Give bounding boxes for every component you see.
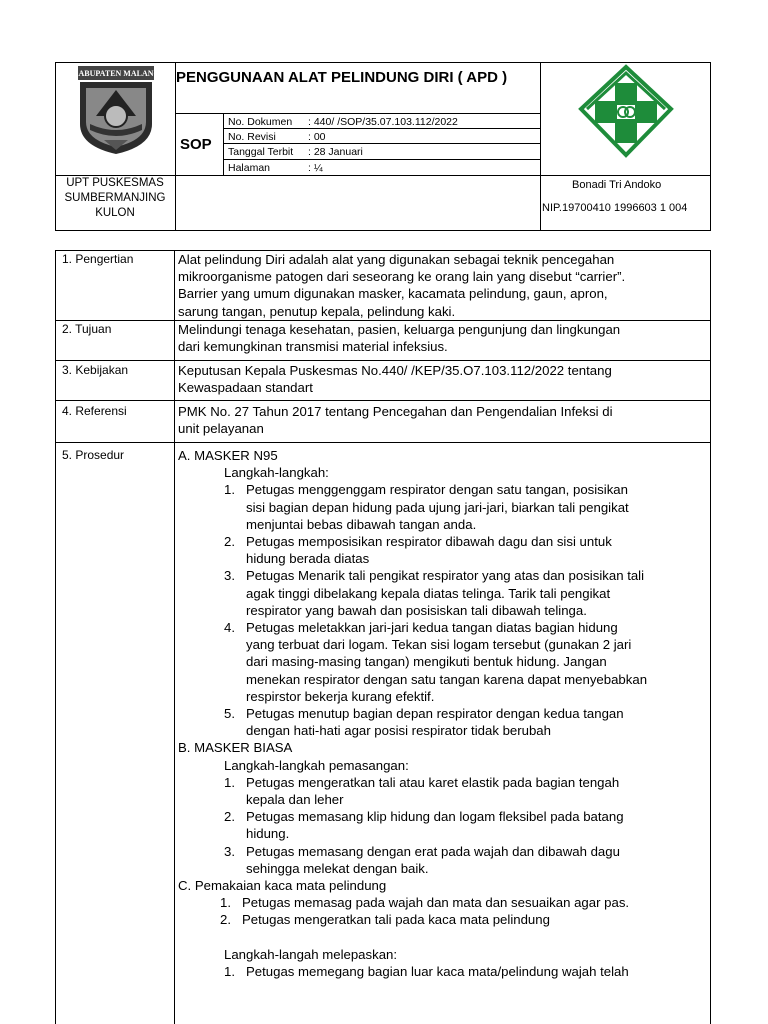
meta-label: No. Revisi xyxy=(228,131,276,143)
list-item xyxy=(178,843,708,877)
org-line: KULON xyxy=(95,207,135,219)
text-line: dari masing-masing tangan) mengikuti bentuk hidung. Jangan xyxy=(246,654,607,670)
section-body-pengertian xyxy=(178,251,625,320)
text-line: Alat pelindung Diri adalah alat yang digunakan sebagai teknik pencegahan xyxy=(178,252,615,267)
list-number: 2. xyxy=(220,912,231,928)
text-line: menjuntai bebas dibawah tangan anda. xyxy=(246,516,477,532)
subsection-subtitle: Langkah-langkah pemasangan: xyxy=(224,757,409,773)
subsection-subtitle: Langkah-langkah: xyxy=(224,465,329,481)
subsection-title: B. MASKER BIASA xyxy=(178,740,293,756)
list-number: 1. xyxy=(224,963,235,979)
logo-text: KABUPATEN MALANG xyxy=(76,69,156,78)
text-line: Petugas meletakkan jari-jari kedua tangan diatas bagian hidung xyxy=(246,619,618,635)
meta-value: : 440/ /SOP/35.07.103.112/2022 xyxy=(308,116,458,128)
section-body-tujuan xyxy=(178,321,620,355)
text-line: mikroorganisme patogen dari seseorang ke orang lain yang disebut “carrier”. xyxy=(178,269,626,285)
signer-nip: NIP.19700410 1996603 1 004 xyxy=(542,202,688,214)
section-label-tujuan: 2. Tujuan xyxy=(62,322,112,336)
list-number: 2. xyxy=(224,809,235,825)
subsection-title: A. MASKER N95 xyxy=(178,448,278,463)
list-item xyxy=(178,894,708,911)
list-number: 2. xyxy=(224,534,235,549)
section-label-kebijakan: 3. Kebijakan xyxy=(62,363,129,377)
list-number: 1. xyxy=(224,774,235,790)
text-line: Petugas Menarik tali pengikat respirator yang atas dan posisikan tali xyxy=(246,568,645,584)
text-line: Petugas menutup bagian depan respirator dengan kedua tangan xyxy=(246,705,624,721)
list-item xyxy=(178,774,708,808)
list-number: 4. xyxy=(224,619,235,635)
numbered-list xyxy=(178,774,708,877)
meta-label: Halaman xyxy=(228,162,271,174)
org-line: SUMBERMANJING xyxy=(64,192,166,204)
list-item xyxy=(178,567,708,619)
text-line: Petugas memasang dengan erat pada wajah dan dibawah dagu xyxy=(246,843,620,859)
list-number: 3. xyxy=(224,568,235,584)
section-label-pengertian: 1. Pengertian xyxy=(62,252,134,266)
text-line: menekan respirator dengan satu tangan karena dapat menyebabkan xyxy=(246,671,648,687)
text-line: agak tinggi dibelakang kepala diatas telinga. Tarik tali pengikat xyxy=(246,585,611,601)
list-item xyxy=(178,533,708,567)
section-body-prosedur xyxy=(178,447,708,980)
text-line: yang terbuat dari logam. Tekan sisi logam tersebut (gunakan 2 jari xyxy=(246,637,632,653)
text-line: respirstor bekerja kurang efektif. xyxy=(246,688,435,704)
section-body-kebijakan xyxy=(178,362,612,396)
text-line: dari kemungkinan transmisi material infeksius. xyxy=(178,339,448,355)
text-line: Petugas menggenggam respirator dengan satu tangan, posisikan xyxy=(246,482,628,498)
section-label-prosedur: 5. Prosedur xyxy=(62,448,125,462)
organization-name xyxy=(56,176,174,221)
text-line: sarung tangan, penutup kepala, pelindung kaki. xyxy=(178,303,456,319)
list-item xyxy=(178,963,708,980)
text-line: Petugas memegang bagian luar kaca mata/pelindung wajah telah xyxy=(246,963,629,979)
list-number: 5. xyxy=(224,705,235,721)
text-line: Barrier yang umum digunakan masker, kacamata pelindung, gaun, apron, xyxy=(178,286,608,302)
text-line: respirator yang bawah dan posisiskan tali dibawah telinga. xyxy=(246,602,587,618)
section-body-referensi xyxy=(178,403,613,437)
section-label-referensi: 4. Referensi xyxy=(62,404,127,418)
list-item xyxy=(178,911,708,928)
text-line: Petugas mengeratkan tali pada kaca mata pelindung xyxy=(242,912,550,928)
text-line: Petugas memasag pada wajah dan mata dan sesuaikan agar pas. xyxy=(242,895,630,911)
numbered-list xyxy=(178,481,708,739)
meta-label: Tanggal Terbit xyxy=(228,146,294,158)
list-item xyxy=(178,619,708,705)
numbered-list xyxy=(178,963,708,980)
text-line: Melindungi tenaga kesehatan, pasien, keluarga pengunjung dan lingkungan xyxy=(178,322,621,337)
sop-label: SOP xyxy=(180,136,212,153)
signer-name: Bonadi Tri Andoko xyxy=(572,179,662,191)
list-item xyxy=(178,705,708,739)
text-line: hidung berada diatas xyxy=(246,551,370,567)
text-line: Petugas mengeratkan tali atau karet elastik pada bagian tengah xyxy=(246,774,620,790)
list-item xyxy=(178,808,708,842)
kabupaten-malang-logo xyxy=(76,64,156,156)
text-line: hidung. xyxy=(246,826,290,842)
puskesmas-logo xyxy=(577,63,675,159)
numbered-list xyxy=(178,894,708,928)
list-number: 1. xyxy=(220,895,231,911)
meta-label: No. Dokumen xyxy=(228,116,293,128)
text-line: sisi bagian depan hidung pada ujung jari-jari, biarkan tali pengikat xyxy=(246,499,629,515)
text-line: unit pelayanan xyxy=(178,421,264,437)
meta-value: : ¼ xyxy=(308,162,323,174)
text-line: Kewaspadaan standart xyxy=(178,380,313,396)
text-line: sehingga melekat dengan baik. xyxy=(246,860,429,876)
text-line: PMK No. 27 Tahun 2017 tentang Pencegahan dan Pengendalian Infeksi di xyxy=(178,404,613,419)
list-item xyxy=(178,481,708,533)
text-line: Petugas memposisikan respirator dibawah dagu dan sisi untuk xyxy=(246,534,612,549)
meta-value: : 00 xyxy=(308,131,326,143)
document-title: PENGGUNAAN ALAT PELINDUNG DIRI ( APD ) xyxy=(176,69,508,86)
list-number: 1. xyxy=(224,482,235,498)
subsection-subtitle: Langkah-langah melepaskan: xyxy=(224,946,398,962)
list-number: 3. xyxy=(224,843,235,859)
text-line: kepala dan leher xyxy=(246,791,344,807)
text-line: Keputusan Kepala Puskesmas No.440/ /KEP/35.O7.103.112/2022 tentang xyxy=(178,363,612,378)
meta-value: : 28 Januari xyxy=(308,146,363,158)
text-line: Petugas memasang klip hidung dan logam fleksibel pada batang xyxy=(246,809,624,825)
text-line: dengan hati-hati agar posisi respirator tidak berubah xyxy=(246,723,551,739)
org-line: UPT PUSKESMAS xyxy=(66,177,164,189)
subsection-title: C. Pemakaian kaca mata pelindung xyxy=(178,877,387,893)
